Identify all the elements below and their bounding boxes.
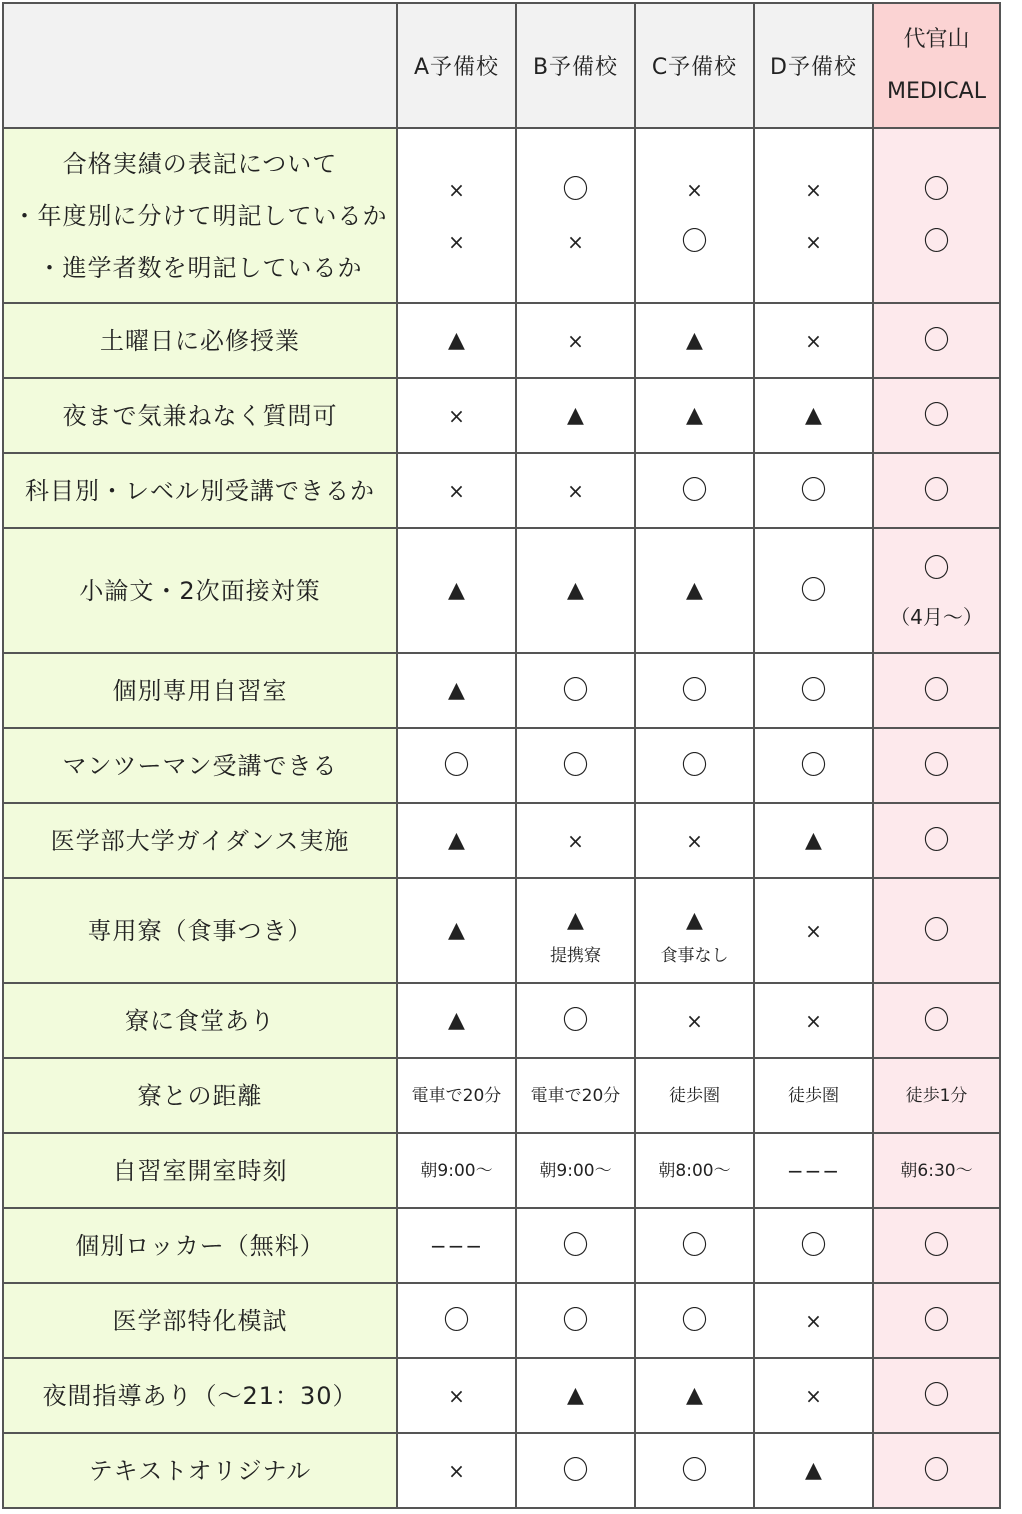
cell-a <box>397 728 516 803</box>
cell-mark: 〇 <box>923 553 950 584</box>
cell-a <box>397 878 516 983</box>
cell-a <box>397 1283 516 1358</box>
header-corner <box>3 3 397 128</box>
cell-mark: 〇 <box>923 400 950 431</box>
table-row <box>3 128 1000 303</box>
cell-mark: ▲ <box>567 907 584 933</box>
cell-c <box>635 983 754 1058</box>
cell-a <box>397 128 516 303</box>
cell-mark: × <box>448 478 465 503</box>
cell-c <box>635 378 754 453</box>
cell-note: 食事なし <box>660 945 729 966</box>
cell-b <box>516 1283 635 1358</box>
table-row <box>3 878 1000 983</box>
cell-d <box>754 878 873 983</box>
cell-d <box>754 453 873 528</box>
cell-mark: 〇 <box>923 915 950 946</box>
table-row <box>3 983 1000 1058</box>
cell-mark: 電車で20分 <box>411 1085 502 1106</box>
cell-mark: ▲ <box>686 577 703 603</box>
row-label-text: 夜まで気兼ねなく質問可 <box>62 401 338 430</box>
row-label <box>3 1058 397 1133</box>
cell-c <box>635 303 754 378</box>
cell-c <box>635 803 754 878</box>
table-row <box>3 1208 1000 1283</box>
row-label-text: 科目別・レベル別受講できるか <box>25 476 375 505</box>
cell-mark: 〇 <box>923 1455 950 1486</box>
table-row <box>3 1283 1000 1358</box>
cell-ours <box>873 1133 1000 1208</box>
row-label <box>3 728 397 803</box>
header-daikanyama-medical <box>873 3 1000 128</box>
cell-b <box>516 983 635 1058</box>
cell-d <box>754 1133 873 1208</box>
cell-mark: × <box>567 328 584 353</box>
cell-mark: 〇 <box>562 750 589 781</box>
header-school-c: C予備校 <box>635 3 754 128</box>
cell-c <box>635 1208 754 1283</box>
cell-note: 提携寮 <box>550 945 601 966</box>
cell-ours <box>873 128 1000 303</box>
cell-b <box>516 528 635 653</box>
cell-mark: −−− <box>786 1158 841 1183</box>
cell-mark: 〇 <box>681 1230 708 1261</box>
cell-mark: ▲ <box>567 577 584 603</box>
cell-mark: × <box>448 403 465 428</box>
cell-mark: −−− <box>429 1233 484 1258</box>
table-row <box>3 378 1000 453</box>
header-school-d: D予備校 <box>754 3 873 128</box>
cell-d <box>754 528 873 653</box>
cell-mark: 〇 <box>800 750 827 781</box>
cell-a <box>397 1208 516 1283</box>
cell-ours <box>873 1208 1000 1283</box>
header-ours-line1: 代官山 <box>903 26 970 52</box>
comparison-table <box>2 2 1001 1509</box>
table-row <box>3 1358 1000 1433</box>
cell-a <box>397 983 516 1058</box>
cell-mark: 〇 <box>923 475 950 506</box>
cell-mark: ▲ <box>805 827 822 853</box>
row-label <box>3 1358 397 1433</box>
cell-mark: 〇 <box>443 1305 470 1336</box>
row-label-text: マンツーマン受講できる <box>62 751 338 780</box>
row-label <box>3 378 397 453</box>
cell-mark: 〇 <box>681 226 708 257</box>
cell-mark: 〇 <box>562 675 589 706</box>
cell-d <box>754 303 873 378</box>
cell-mark: ▲ <box>805 1457 822 1483</box>
row-label-text: 専用寮（食事つき） <box>87 916 313 945</box>
cell-mark: × <box>567 478 584 503</box>
cell-c <box>635 128 754 303</box>
row-label <box>3 1433 397 1508</box>
cell-a <box>397 1433 516 1508</box>
cell-c <box>635 453 754 528</box>
cell-b <box>516 728 635 803</box>
cell-mark: × <box>686 1008 703 1033</box>
cell-b <box>516 878 635 983</box>
cell-mark: 〇 <box>681 1305 708 1336</box>
cell-b <box>516 803 635 878</box>
row-label-text: 小論文・2次面接対策 <box>79 576 321 605</box>
cell-mark: 〇 <box>923 226 950 257</box>
cell-mark: ▲ <box>448 917 465 943</box>
cell-ours <box>873 528 1000 653</box>
row-label-text: 個別専用自習室 <box>112 676 288 705</box>
table-row <box>3 1433 1000 1508</box>
cell-mark: × <box>805 177 822 202</box>
cell-mark: 〇 <box>562 1305 589 1336</box>
row-label-text: 個別ロッカー（無料） <box>75 1231 325 1260</box>
cell-ours <box>873 1433 1000 1508</box>
cell-mark: 朝8:00～ <box>658 1160 731 1181</box>
row-label <box>3 528 397 653</box>
cell-d <box>754 653 873 728</box>
cell-mark: 〇 <box>562 1455 589 1486</box>
row-label <box>3 803 397 878</box>
cell-mark: 〇 <box>923 1305 950 1336</box>
cell-c <box>635 1358 754 1433</box>
table-row <box>3 728 1000 803</box>
cell-mark: 〇 <box>800 575 827 606</box>
cell-mark: ▲ <box>686 907 703 933</box>
cell-a <box>397 528 516 653</box>
cell-mark: 〇 <box>800 475 827 506</box>
row-label <box>3 303 397 378</box>
cell-a <box>397 1058 516 1133</box>
cell-d <box>754 983 873 1058</box>
cell-ours <box>873 378 1000 453</box>
cell-d <box>754 1358 873 1433</box>
cell-mark: ▲ <box>448 1007 465 1033</box>
cell-b <box>516 1058 635 1133</box>
row-label-text: 自習室開室時刻 <box>112 1156 288 1185</box>
cell-d <box>754 1283 873 1358</box>
header-school-a: A予備校 <box>397 3 516 128</box>
cell-mark: × <box>686 828 703 853</box>
header-school-b: B予備校 <box>516 3 635 128</box>
cell-mark: 電車で20分 <box>530 1085 621 1106</box>
cell-mark: 〇 <box>562 1005 589 1036</box>
row-label <box>3 983 397 1058</box>
row-label <box>3 878 397 983</box>
cell-c <box>635 1133 754 1208</box>
cell-mark: 徒歩圏 <box>669 1085 720 1106</box>
header-row <box>3 3 1000 128</box>
cell-mark: ▲ <box>567 402 584 428</box>
cell-mark: 〇 <box>562 1230 589 1261</box>
cell-mark: ▲ <box>686 1382 703 1408</box>
cell-mark: 〇 <box>923 174 950 205</box>
cell-mark: 〇 <box>443 750 470 781</box>
cell-c <box>635 653 754 728</box>
cell-a <box>397 1133 516 1208</box>
cell-b <box>516 453 635 528</box>
table-row <box>3 303 1000 378</box>
cell-mark: 〇 <box>681 750 708 781</box>
cell-mark: 〇 <box>562 174 589 205</box>
cell-a <box>397 803 516 878</box>
cell-b <box>516 1358 635 1433</box>
cell-mark: × <box>686 177 703 202</box>
cell-mark: × <box>567 828 584 853</box>
cell-b <box>516 653 635 728</box>
cell-c <box>635 878 754 983</box>
cell-d <box>754 1433 873 1508</box>
row-label-text: 寮との距離 <box>137 1081 263 1110</box>
cell-c <box>635 1058 754 1133</box>
cell-ours <box>873 803 1000 878</box>
row-label-text: 合格実績の表記について <box>62 149 338 178</box>
cell-d <box>754 1208 873 1283</box>
cell-mark: 〇 <box>923 1380 950 1411</box>
cell-mark: 朝9:00～ <box>420 1160 493 1181</box>
row-label-text: ・進学者数を明記しているか <box>37 253 363 282</box>
row-label <box>3 1283 397 1358</box>
row-label-text: 医学部特化模試 <box>112 1306 288 1335</box>
table-row <box>3 803 1000 878</box>
comparison-body <box>3 128 1000 1508</box>
cell-c <box>635 528 754 653</box>
cell-mark: 〇 <box>681 475 708 506</box>
row-label-text: ・年度別に分けて明記しているか <box>12 201 388 230</box>
row-label <box>3 453 397 528</box>
cell-mark: × <box>805 328 822 353</box>
cell-mark: × <box>805 918 822 943</box>
cell-ours <box>873 728 1000 803</box>
cell-c <box>635 1433 754 1508</box>
cell-mark: × <box>448 1383 465 1408</box>
cell-c <box>635 728 754 803</box>
cell-mark: × <box>448 229 465 254</box>
cell-mark: × <box>805 1383 822 1408</box>
cell-b <box>516 1208 635 1283</box>
row-label <box>3 653 397 728</box>
cell-mark: ▲ <box>448 577 465 603</box>
cell-d <box>754 728 873 803</box>
cell-mark: ▲ <box>805 402 822 428</box>
cell-b <box>516 1133 635 1208</box>
cell-c <box>635 1283 754 1358</box>
cell-mark: 〇 <box>923 1005 950 1036</box>
cell-mark: × <box>567 229 584 254</box>
table-row <box>3 528 1000 653</box>
cell-mark: ▲ <box>448 677 465 703</box>
row-label <box>3 1133 397 1208</box>
cell-b <box>516 1433 635 1508</box>
cell-mark: × <box>448 177 465 202</box>
cell-ours <box>873 878 1000 983</box>
cell-ours <box>873 983 1000 1058</box>
cell-a <box>397 378 516 453</box>
cell-d <box>754 128 873 303</box>
cell-mark: 朝9:00～ <box>539 1160 612 1181</box>
cell-ours <box>873 303 1000 378</box>
cell-ours <box>873 453 1000 528</box>
cell-ours <box>873 653 1000 728</box>
table-row <box>3 453 1000 528</box>
cell-mark: 朝6:30～ <box>900 1160 973 1181</box>
cell-mark: × <box>805 1008 822 1033</box>
cell-ours <box>873 1358 1000 1433</box>
row-label-text: テキストオリジナル <box>88 1456 312 1485</box>
cell-mark: ▲ <box>686 327 703 353</box>
cell-b <box>516 303 635 378</box>
table-row <box>3 1133 1000 1208</box>
cell-a <box>397 303 516 378</box>
cell-mark: 徒歩圏 <box>788 1085 839 1106</box>
cell-mark: × <box>448 1458 465 1483</box>
row-label-text: 寮に食堂あり <box>125 1006 275 1035</box>
cell-a <box>397 1358 516 1433</box>
cell-mark: 徒歩1分 <box>905 1085 968 1106</box>
header-ours-line2: MEDICAL <box>887 78 986 104</box>
cell-mark: × <box>805 229 822 254</box>
cell-mark: 〇 <box>923 825 950 856</box>
cell-ours <box>873 1058 1000 1133</box>
cell-d <box>754 803 873 878</box>
cell-mark: 〇 <box>681 1455 708 1486</box>
cell-a <box>397 653 516 728</box>
cell-mark: 〇 <box>681 675 708 706</box>
table-row <box>3 1058 1000 1133</box>
cell-ours <box>873 1283 1000 1358</box>
cell-mark: 〇 <box>923 325 950 356</box>
cell-mark: ▲ <box>448 827 465 853</box>
cell-mark: 〇 <box>800 1230 827 1261</box>
cell-mark: 〇 <box>800 675 827 706</box>
cell-note: （4月～） <box>890 604 983 629</box>
row-label <box>3 128 397 303</box>
cell-mark: × <box>805 1308 822 1333</box>
cell-a <box>397 453 516 528</box>
cell-b <box>516 378 635 453</box>
cell-mark: 〇 <box>923 1230 950 1261</box>
cell-d <box>754 1058 873 1133</box>
row-label-text: 土曜日に必修授業 <box>100 326 300 355</box>
cell-b <box>516 128 635 303</box>
row-label-text: 夜間指導あり（～21：30） <box>42 1381 358 1410</box>
cell-d <box>754 378 873 453</box>
row-label <box>3 1208 397 1283</box>
cell-mark: ▲ <box>686 402 703 428</box>
table-row <box>3 653 1000 728</box>
row-label-text: 医学部大学ガイダンス実施 <box>50 826 350 855</box>
cell-mark: 〇 <box>923 750 950 781</box>
cell-mark: ▲ <box>567 1382 584 1408</box>
cell-mark: 〇 <box>923 675 950 706</box>
cell-mark: ▲ <box>448 327 465 353</box>
